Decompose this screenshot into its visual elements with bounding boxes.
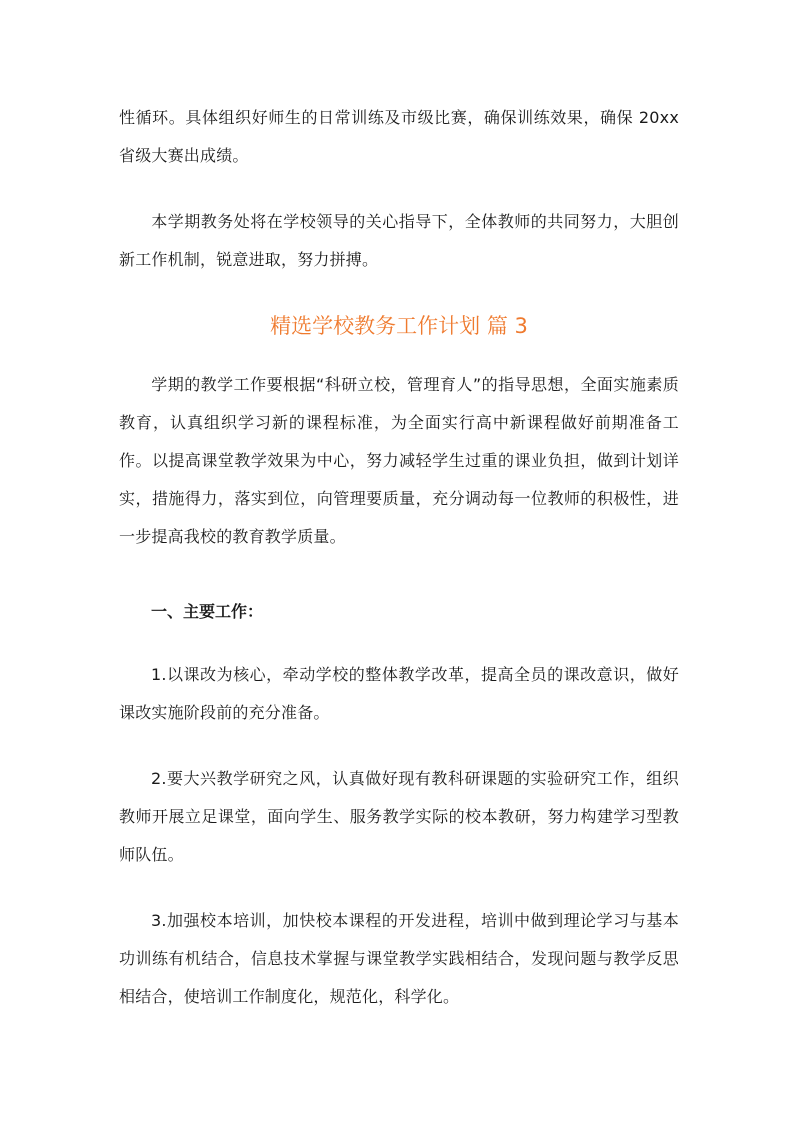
list-item-3-text: 3.加强校本培训，加快校本课程的开发进程，培训中做到理论学习与基本功训练有机结合，信息技术掌握与课堂教学实践相结合，发现问题与教学反思相结合，使培训工作制度化，规范化，科学化。 xyxy=(119,911,679,1006)
list-item-3 xyxy=(119,902,679,1016)
subheading-main-work: 一、主要工作： xyxy=(151,602,264,621)
paragraph-closing xyxy=(119,203,679,279)
paragraph-intro-text: 学期的教学工作要根据“科研立校，管理育人”的指导思想，全面实施素质教育，认真组织学习新的课程标准，为全面实行高中新课程做好前期准备工作。以提高课堂教学效果为中心，努力减轻学生过重的课业负担，做到计划详实，措施得力，落实到位，向管理要质量，充分调动每一位教师的积极性，进一步提高我校的教育教学质量。 xyxy=(119,375,679,546)
list-item-1-text: 1.以课改为核心，牵动学校的整体教学改革，提高全员的课改意识，做好课改实施阶段前的充分准备。 xyxy=(119,665,679,722)
list-item-2-text: 2.要大兴教学研究之风，认真做好现有教科研课题的实验研究工作，组织教师开展立足课堂，面向学生、服务教学实际的校本教研，努力构建学习型教师队伍。 xyxy=(119,769,679,864)
paragraph-intro xyxy=(119,366,679,556)
section-title: 精选学校教务工作计划 篇 3 xyxy=(270,314,528,338)
list-item-1 xyxy=(119,656,679,732)
paragraph-continuation: 性循环。具体组织好师生的日常训练及市级比赛，确保训练效果，确保 20xx 省级大赛出成绩。 xyxy=(119,108,679,165)
paragraph-closing-text: 本学期教务处将在学校领导的关心指导下，全体教师的共同努力，大胆创新工作机制，锐意进取，努力拼搏。 xyxy=(119,212,679,269)
list-item-2 xyxy=(119,760,679,874)
